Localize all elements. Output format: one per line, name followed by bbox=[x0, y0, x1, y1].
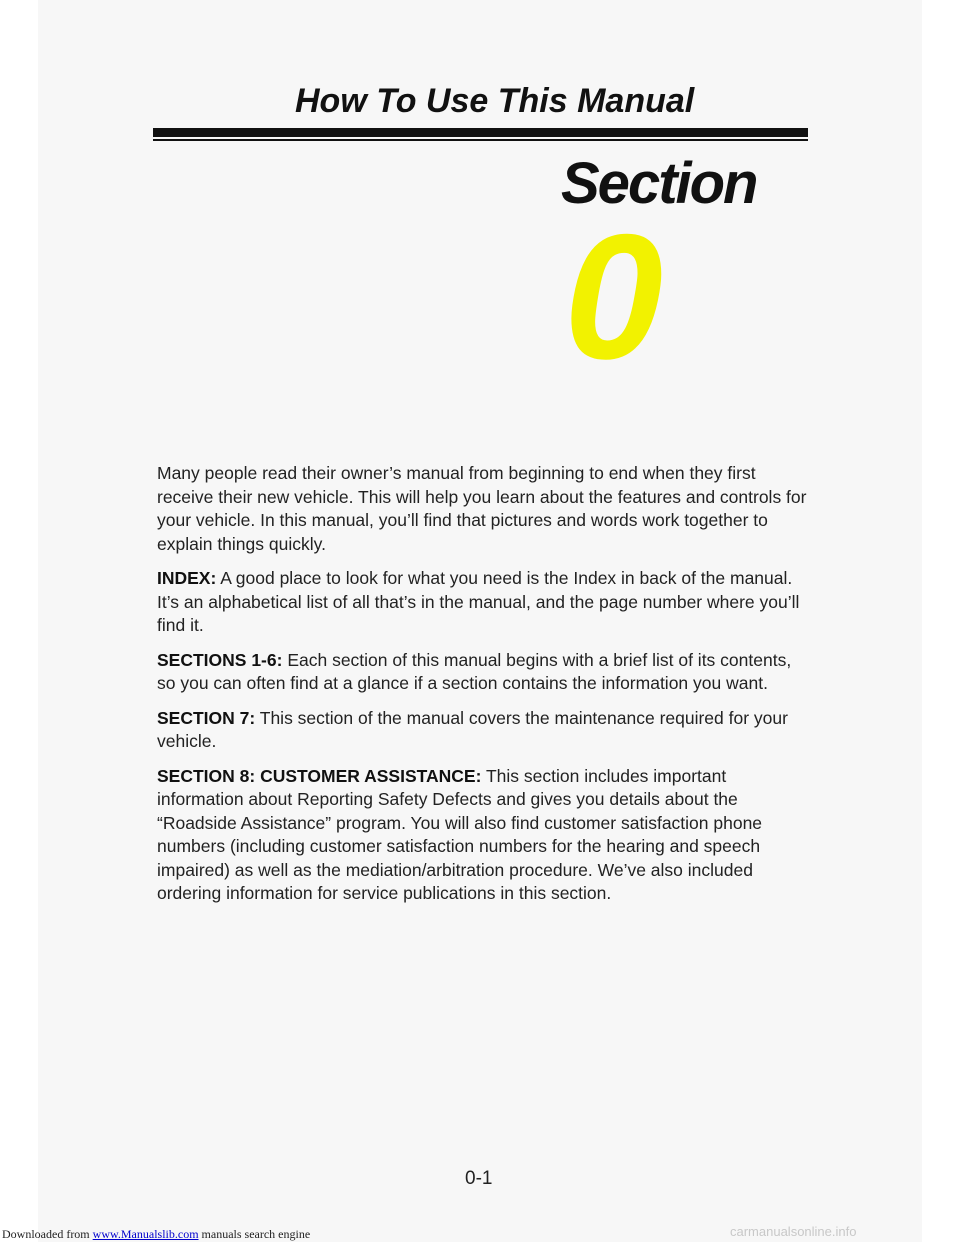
section-7-text: This section of the manual covers the maintenance required for your vehicle. bbox=[157, 707, 788, 751]
intro-paragraph: Many people read their owner’s manual from beginning to end when they first receive their new vehicle. This will help you learn about the features and controls for your vehicle. In this manual, you’ll find that pictures and words work together to explain things quickly. bbox=[157, 463, 807, 554]
manualslib-link[interactable]: www.Manualslib.com bbox=[92, 1227, 199, 1241]
body-text bbox=[157, 462, 807, 917]
footer-prefix: Downloaded from bbox=[2, 1227, 93, 1241]
page-title: How To Use This Manual bbox=[295, 82, 695, 120]
index-paragraph bbox=[157, 567, 807, 638]
sections-1-6-paragraph bbox=[157, 649, 807, 696]
index-lead: INDEX: bbox=[157, 568, 217, 588]
section-7-paragraph bbox=[157, 707, 807, 754]
section-7-lead: SECTION 7: bbox=[157, 707, 256, 728]
sections-1-6-lead: SECTIONS 1-6: bbox=[157, 649, 283, 670]
sections-1-6-text: Each section of this manual begins with a brief list of its contents, so you can often find at a glance if a section contains the information you want. bbox=[157, 649, 792, 693]
index-text: A good place to look for what you need is the Index in back of the manual. It’s an alphabetical list of all that’s in the manual, and the page number where you’ll find it. bbox=[157, 568, 800, 635]
section-number: 0 bbox=[564, 197, 663, 396]
header-rule-thick bbox=[153, 128, 808, 137]
watermark: carmanualsonline.info bbox=[730, 1224, 857, 1239]
section-label: Section bbox=[561, 151, 757, 216]
footer-suffix: manuals search engine bbox=[198, 1227, 311, 1241]
page-number: 0-1 bbox=[465, 1168, 493, 1189]
section-8-text: This section includes important information about Reporting Safety Defects and gives you details about the “Roadside Assistance” program. You will also find customer satisfaction phone numbers (including customer satisfaction numbers for the hearing and speech impaired) as well as the mediation/arbitration procedure. We’ve also included ordering information for service publications in this section. bbox=[157, 765, 763, 903]
header-rule-thin bbox=[153, 139, 808, 141]
section-8-paragraph bbox=[157, 765, 807, 906]
download-footer bbox=[2, 1227, 310, 1242]
section-8-lead: SECTION 8: CUSTOMER ASSISTANCE: bbox=[157, 765, 482, 786]
